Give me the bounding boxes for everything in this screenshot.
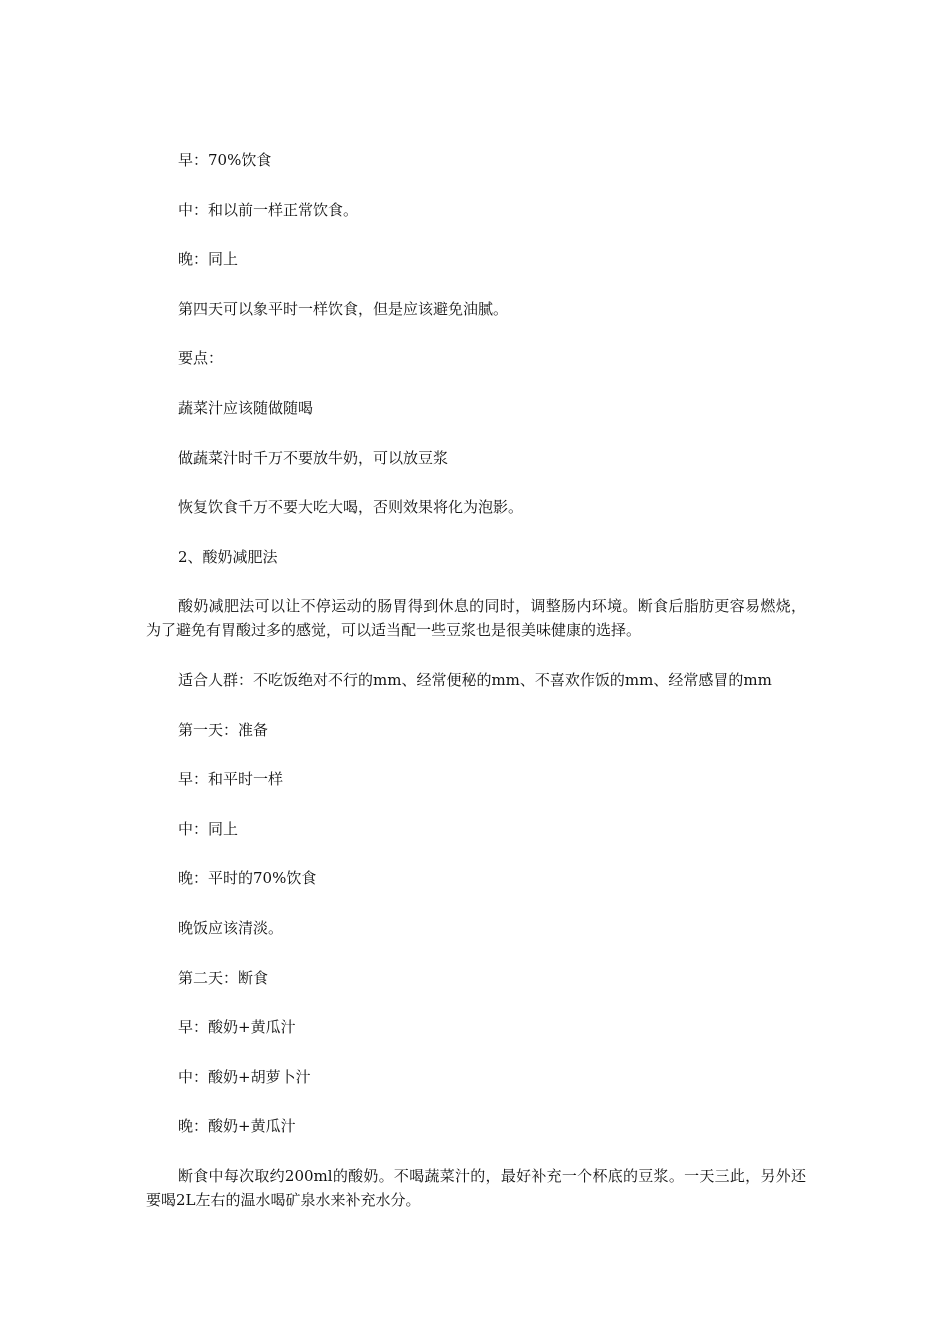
paragraph-key-point-2: 做蔬菜汁时千万不要放牛奶，可以放豆浆 bbox=[178, 448, 449, 467]
section-heading-yogurt-diet: 2、酸奶减肥法 bbox=[178, 547, 278, 566]
paragraph-yogurt-intro: 酸奶减肥法可以让不停运动的肠胃得到休息的同时，调整肠内环境。断食后脂肪更容易燃烧，为了避免有胃酸过多的感觉，可以适当配一些豆浆也是很美味健康的选择。 bbox=[146, 597, 806, 640]
paragraph-dinner-light: 晚饭应该清淡。 bbox=[178, 918, 284, 937]
document-body bbox=[146, 148, 806, 1237]
paragraph-day-two-breakfast: 早：酸奶+黄瓜汁 bbox=[178, 1018, 296, 1037]
paragraph-day-one-lunch: 中：同上 bbox=[178, 819, 239, 838]
paragraph-day-two-lunch: 中：酸奶+胡萝卜汁 bbox=[178, 1067, 311, 1086]
paragraph-key-point-1: 蔬菜汁应该随做随喝 bbox=[178, 398, 314, 417]
paragraph-target-group: 适合人群：不吃饭绝对不行的mm、经常便秘的mm、不喜欢作饭的mm、经常感冒的mm bbox=[178, 670, 772, 689]
paragraph-day-one-dinner: 晚：平时的70%饮食 bbox=[178, 869, 317, 888]
paragraph-day-four: 第四天可以象平时一样饮食，但是应该避免油腻。 bbox=[178, 299, 509, 318]
paragraph-day-one-heading: 第一天：准备 bbox=[178, 720, 269, 739]
paragraph-lunch-normal: 中：和以前一样正常饮食。 bbox=[178, 200, 359, 219]
paragraph-key-point-3: 恢复饮食千万不要大吃大喝，否则效果将化为泡影。 bbox=[178, 498, 524, 517]
paragraph-day-two-dinner: 晚：酸奶+黄瓜汁 bbox=[178, 1117, 296, 1136]
paragraph-breakfast-70: 早：70%饮食 bbox=[178, 151, 272, 169]
paragraph-day-one-breakfast: 早：和平时一样 bbox=[178, 770, 284, 789]
paragraph-day-two-heading: 第二天：断食 bbox=[178, 968, 269, 987]
paragraph-fasting-notes: 断食中每次取约200ml的酸奶。不喝蔬菜汁的，最好补充一个杯底的豆浆。一天三此，另外还要喝2L左右的温水喝矿泉水来补充水分。 bbox=[146, 1166, 806, 1209]
paragraph-dinner-same: 晚：同上 bbox=[178, 250, 239, 269]
paragraph-key-points-heading: 要点： bbox=[178, 349, 224, 368]
